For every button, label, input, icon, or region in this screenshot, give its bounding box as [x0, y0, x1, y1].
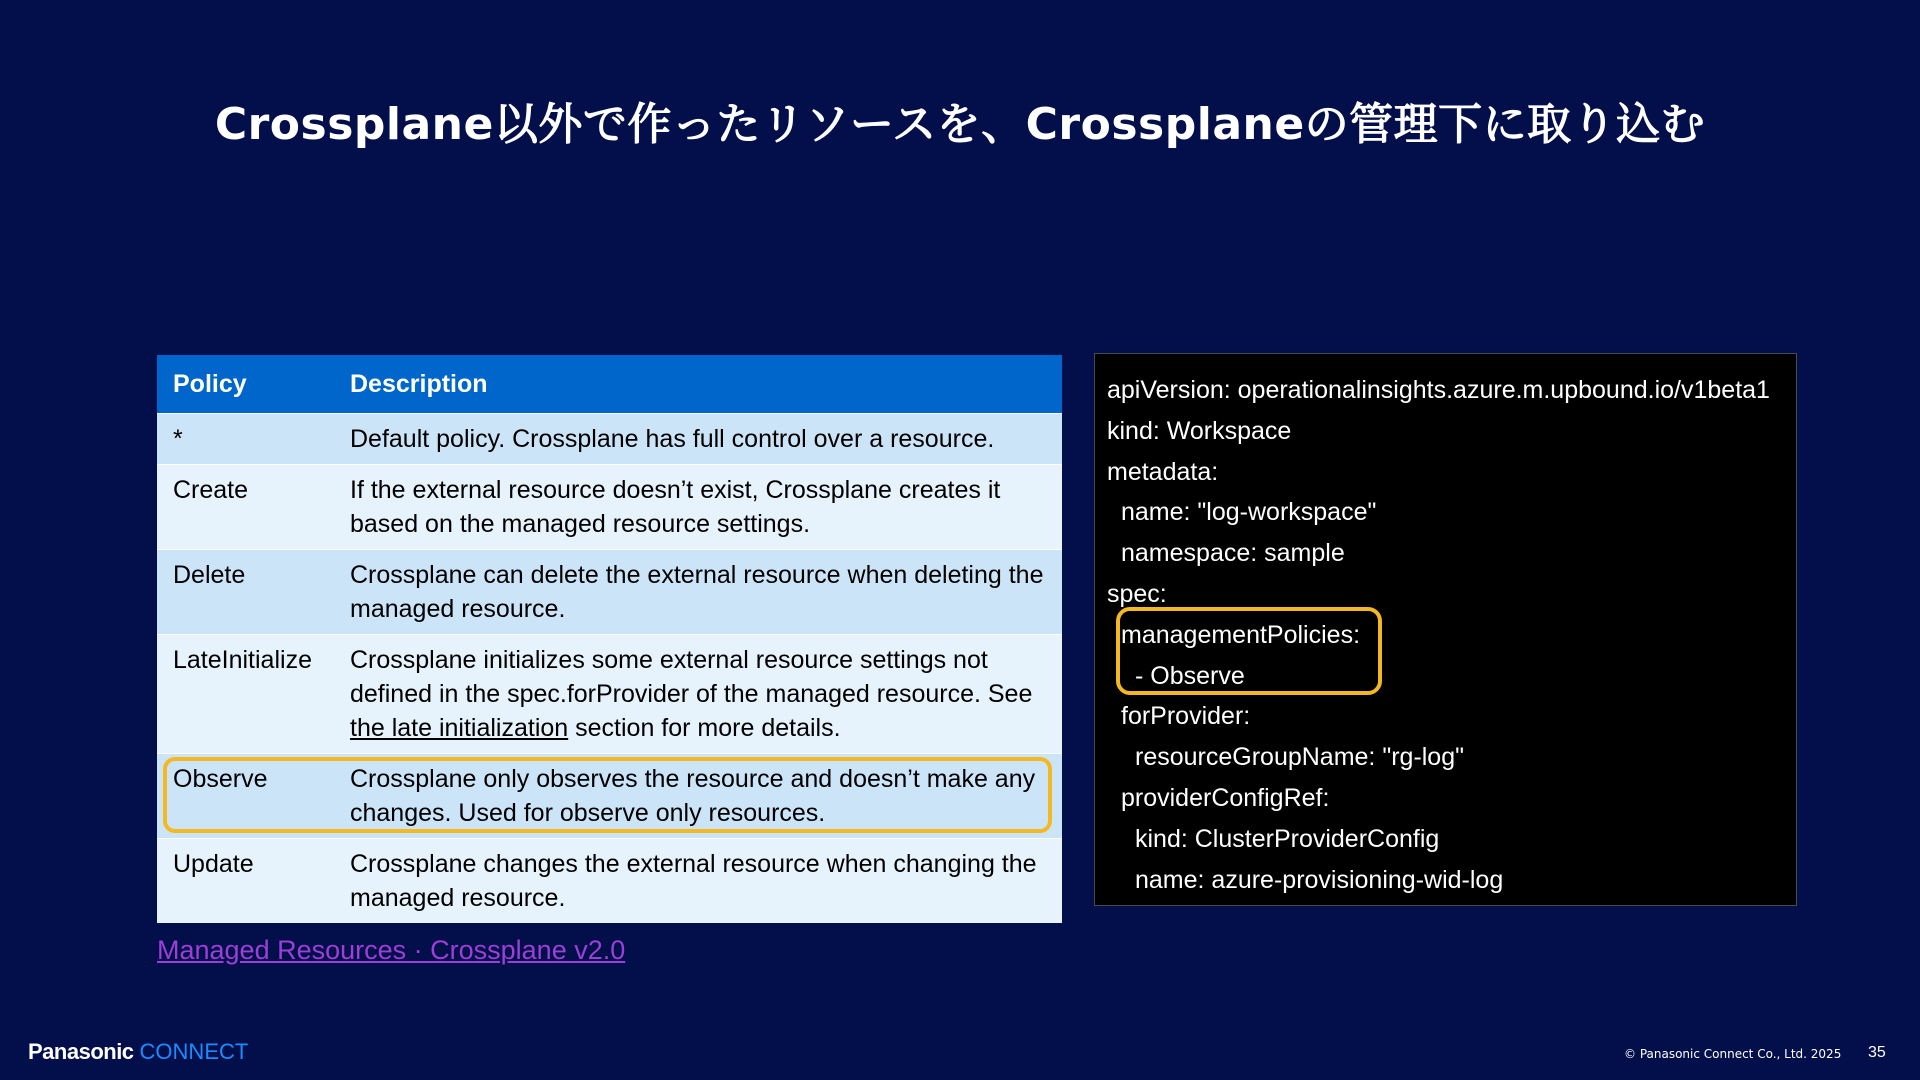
code-line: apiVersion: operationalinsights.azure.m.upbound.io/v1beta1: [1107, 376, 1770, 404]
table-row: [157, 550, 1062, 635]
policy-cell: LateInitialize: [157, 635, 334, 754]
managed-resources-link[interactable]: Managed Resources · Crossplane v2.0: [157, 935, 626, 965]
late-initialization-link[interactable]: the late initialization: [350, 714, 569, 742]
description-cell: Default policy. Crossplane has full control over a resource.: [334, 414, 1062, 465]
table-row: [157, 754, 1062, 839]
table-row: [157, 635, 1062, 754]
code-panel: [1094, 353, 1797, 906]
code-line: name: "log-workspace": [1121, 498, 1377, 527]
code-line: namespace: sample: [1121, 539, 1345, 568]
description-cell: Crossplane can delete the external resource when deleting the managed resource.: [334, 550, 1062, 635]
code-line: - Observe: [1135, 661, 1245, 690]
header-description: Description: [334, 355, 1062, 414]
code-line: resourceGroupName: "rg-log": [1135, 743, 1464, 772]
description-text: section for more details.: [568, 714, 841, 742]
code-block: [1107, 370, 1770, 900]
description-cell: [334, 635, 1062, 754]
table-row: [157, 465, 1062, 550]
logo-brand: Panasonic: [28, 1039, 134, 1064]
table-row: [157, 414, 1062, 465]
description-cell: If the external resource doesn’t exist, Crossplane creates it based on the managed resource settings.: [334, 465, 1062, 550]
policy-cell: *: [157, 414, 334, 465]
code-line: providerConfigRef:: [1121, 783, 1330, 812]
policy-cell: Update: [157, 839, 334, 924]
table-header-row: [157, 355, 1062, 414]
panasonic-connect-logo: [28, 1039, 248, 1065]
slide-title: Crossplane以外で作ったリソースを、Crossplaneの管理下に取り込む: [214, 99, 1706, 150]
code-line: metadata:: [1107, 457, 1219, 486]
policy-cell: Delete: [157, 550, 334, 635]
policy-cell: Observe: [157, 754, 334, 839]
code-line: name: azure-provisioning-wid-log: [1135, 865, 1504, 894]
policy-cell: Create: [157, 465, 334, 550]
header-policy: Policy: [157, 355, 334, 414]
code-line: kind: Workspace: [1107, 416, 1292, 445]
description-cell: Crossplane changes the external resource when changing the managed resource.: [334, 839, 1062, 924]
logo-sub: CONNECT: [139, 1039, 249, 1064]
code-line: kind: ClusterProviderConfig: [1135, 824, 1440, 853]
code-line: forProvider:: [1121, 702, 1251, 731]
description-text: Crossplane initializes some external resource settings not defined in the spec.forProvider of the managed resource. See: [350, 646, 1033, 708]
code-line: managementPolicies:: [1121, 620, 1361, 649]
code-line: spec:: [1107, 579, 1167, 608]
table-row: [157, 839, 1062, 924]
description-cell: Crossplane only observes the resource and doesn’t make any changes. Used for observe only resources.: [334, 754, 1062, 839]
policy-table: [157, 355, 1062, 923]
copyright: © Panasonic Connect Co., Ltd. 2025: [1624, 1047, 1842, 1061]
page-number: 35: [1868, 1044, 1886, 1061]
